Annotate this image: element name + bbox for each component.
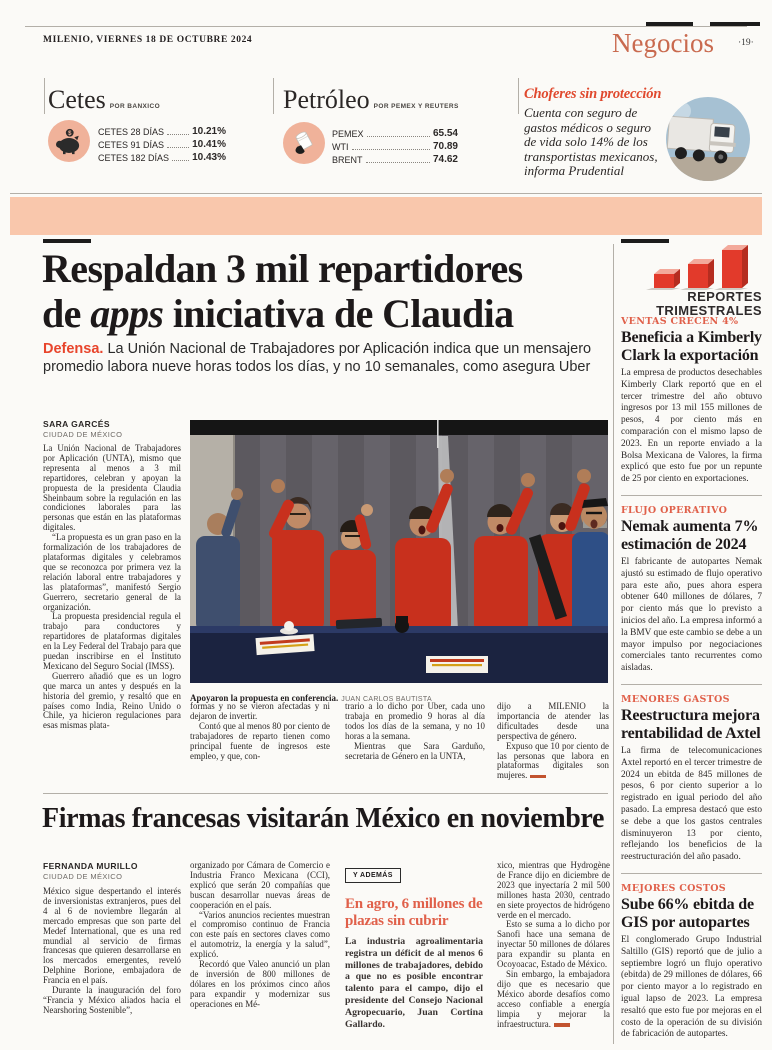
- market-row: BRENT 74.62: [332, 154, 458, 165]
- page-number: ·19·: [738, 38, 754, 48]
- top-rule-dash: [710, 22, 760, 26]
- rail-rule: [621, 495, 762, 496]
- rail-rule: [621, 873, 762, 874]
- main-col-3: trario a lo dicho por Uber, cada uno trabaja en promedio 9 horas al día todos los días de la semana, y no 10 horas a la semana. Mientras que Sara Garduño, secretaria de Género en la UNTA,: [345, 701, 485, 761]
- petroleo-source: POR PEMEX Y REUTERS: [373, 103, 459, 110]
- oil-barrel-icon: [283, 122, 325, 164]
- rail-section-4: MEJORES COSTOS Sube 66% ebitda de GIS por autopartes El conglomerado Grupo Industrial Saltillo (GIS) reportó que de julio a septiembre logró un flujo operativo (ebitda) de 29 millones de dólares, 66 por ciento mayor a lo registrado en igual lapso de 2023. La empresa resaltó que esto fue por mejoras en el costo de la operación de su división de fabricación de autopartes.: [621, 883, 762, 1040]
- market-row: CETES 91 DÍAS 10.41%: [98, 139, 226, 150]
- svg-text:$: $: [68, 131, 72, 137]
- masthead-date: MILENIO, VIERNES 18 DE OCTUBRE 2024: [43, 35, 253, 45]
- deck-kicker: Defensa.: [43, 341, 104, 357]
- second-headline: Firmas francesas visitarán México en noviembre: [42, 803, 604, 834]
- rail-section-3: MENORES GASTOS Reestructura mejora rentabilidad de Axtel La firma de telecomunicaciones Axtel reportó en el tercer trimestre de 2024 un ebitda de 845 millones de pesos, 6 por ciento superior a lo registrado en igual periodo del año pasado. La empresa destacó que esto se debe a que los gastos centrales disminuyeron 13 por ciento, reflejando los beneficios de la reestructuración del año pasado.: [621, 694, 762, 863]
- rail-brand-line2: TRIMESTRALES: [656, 302, 762, 318]
- rail-section-2: FLUJO OPERATIVO Nemak aumenta 7% estimación de 2024 El fabricante de autopartes Nemak ajustó su estimado de flujo operativo para este año, pues ahora espera obtener 640 millones de dólares, 7 por ciento más que lo previsto a inicios del año. La empresa informó a la BMV que este cambio se debe a un mayor impulso por negociaciones comerciales tanto recurrentes como aisladas.: [621, 505, 762, 674]
- brief-title: Choferes sin protección: [524, 86, 662, 102]
- article-end-mark: [554, 1023, 570, 1027]
- masthead-rule: [25, 26, 747, 27]
- main-deck: [43, 341, 603, 376]
- market-row: PEMEX 65.54: [332, 128, 458, 139]
- deck-text: La Unión Nacional de Trabajadores por Aplicación indica que un mensajero promedio labora nueve horas todos los días, y no 10 semanales, como asegura Uber: [43, 341, 592, 375]
- photo-caption: Apoyaron la propuesta en conferencia. JUAN CARLOS BAUTISTA: [190, 693, 432, 703]
- second-col-2: organizado por Cámara de Comercio e Industria Franco Mexicana (CCI), explicó que serán 20 compañías que buscan desarrollar nuevas áreas de cooperación en el país. “Varios anuncios recientes muestran el compromiso continuo de Francia con este país en sectores claves como el automotriz, la energía y la salud”, explicó. Recordó que Valeo anunció un plan de inversión de 800 millones de dólares en los próximos cinco años para expandir y modernizar sus operaciones en Mé-: [190, 860, 330, 1009]
- sidebar-title: En agro, 6 millones de plazas sin cubrir: [345, 896, 483, 929]
- sidebar-body: La industria agroalimentaria registra un déficit de al menos 6 millones de trabajadores, debido a que no es posible encontrar talento para el campo, dijo el presidente del Consejo Nacional Agropecuario, Juan Cortina Gallardo.: [345, 936, 483, 1030]
- column-marker-dash: [621, 239, 669, 243]
- rail-brand-line1: REPORTES: [687, 289, 762, 304]
- market-row: CETES 28 DÍAS 10.21%: [98, 126, 226, 137]
- rail-brand-block: [638, 244, 762, 317]
- rail-section-1: VENTAS CRECEN 4% Beneficia a Kimberly Clark la exportación La empresa de productos desechables Kimberly Clark reportó que en el tercer trimestre del año obtuvo ingresos por 13 mil 155 millones de pesos, 4 por ciento más en comparación con el mismo lapso de 2023. En un reporte enviado a la Bolsa Mexicana de Valores, la firma explicó que esto fue por un repunte de 25 por ciento en exportaciones.: [621, 316, 762, 485]
- rail-divider: [613, 244, 614, 1044]
- top-rule-dash: [646, 22, 693, 26]
- bar-chart-icon: [646, 244, 754, 290]
- market-row: CETES 182 DÍAS 10.43%: [98, 152, 226, 163]
- second-col-4: xico, mientras que Hydrogène de France dijo en diciembre de 2023 que inyectaría 2 mil 500 millones hasta 2030, centrado en siete proyectos de hidrógeno verde en el mercado. Esto se suma a lo dicho por Sanofi hace una semana de inyectar 50 millones de dólares para expandir su planta en Ocoyoacac, Estado de México. Sin embargo, la embajadora dijo que es necesario que México aborde desafíos como acceso confiable a energía limpia y mejorar la infraestructura.: [497, 860, 610, 1029]
- article-end-mark: [530, 775, 546, 779]
- main-byline: SARA GARCÉS CIUDAD DE MÉXICO: [43, 419, 123, 439]
- market-row: WTI 70.89: [332, 141, 458, 152]
- sidebar-label-box: Y ADEMÁS: [345, 864, 401, 883]
- main-col-2: formas y no se vieron afectadas y ni dejaron de invertir. Contó que al menos 80 por ciento de trabajadores de reparto tienen como principal fuente de ingresos este empleo, y que, con-: [190, 701, 330, 761]
- petroleo-block: [283, 85, 459, 115]
- petroleo-rows: [332, 128, 458, 165]
- column-tick: [518, 78, 519, 114]
- petroleo-title: Petróleo: [283, 85, 370, 114]
- main-headline-line1: Respaldan 3 mil repartidores: [42, 246, 523, 291]
- cetes-rows: [98, 126, 226, 163]
- conference-photo: [190, 420, 608, 683]
- column-marker-dash: [43, 239, 91, 243]
- second-byline: FERNANDA MURILLO CIUDAD DE MÉXICO: [43, 861, 138, 881]
- main-col-1: La Unión Nacional de Trabajadores por Aplicación (UNTA), mismo que representa al menos a 3 mil repartidores, celebran y apoyan la propuesta de la presidenta Claudia Sheinbaum sobre la regulación en las condiciones laborales para las personas que están en las plataformas digitales. “La propuesta es un gran paso en la formalización de los trabajadores de plataformas digitales y celebramos que se reconozca por primera vez la relación laboral entre trabajadores y las plataformas”, manifestó Sergio Guerrero, secretario general de la organización. La propuesta presidencial regula el trabajo para conductores y repartidores de plataformas digitales en la Ley Federal del Trabajo para que puedan inscribirse en el Instituto Mexicano del Seguro Social (IMSS). Guerrero añadió que es un logro que marca un antes y después en la historia del gremio, y resaltó que en países como India, Reino Unido o Chile, ya hicieron regulaciones para esas mismas plata-: [43, 443, 181, 731]
- section-band: [10, 197, 762, 235]
- rail-rule: [621, 684, 762, 685]
- column-tick: [273, 78, 274, 114]
- cetes-block: [48, 85, 160, 115]
- main-headline-line2: de apps iniciativa de Claudia: [42, 291, 514, 336]
- main-headline: [42, 246, 617, 336]
- main-col-4: dijo a MILENIO la importancia de atender las dificultades desde una perspectiva de género. Expuso que 10 por ciento de las personas que labora en plataformas digitales son mujeres.: [497, 701, 609, 781]
- headline-italic-word: apps: [90, 291, 164, 336]
- piggy-bank-icon: [48, 120, 90, 162]
- second-col-1: México sigue despertando el interés de inversionistas extranjeros, pues del 4 al 6 de noviembre llegarán al mercado empresas que son parte del Medef International, que es una red mundial al servicio de firmas francesas que quieren desarrollarse en los mercados emergentes, reveló Delphine Borione, embajadora de Francia en el país. Durante la inauguración del foro “Francia y México aliados hacia el Nearshoring Sostenible”,: [43, 886, 181, 1015]
- band-rule: [10, 193, 762, 194]
- section-title: Negocios: [612, 28, 714, 58]
- article-divider: [43, 793, 608, 794]
- column-tick: [44, 78, 45, 114]
- cetes-title: Cetes: [48, 85, 106, 114]
- truck-photo: [666, 97, 750, 181]
- brief-body: Cuenta con seguro de gastos médicos o seguro de vida solo 14% de los transportistas mexicanos, informa Prudential: [524, 105, 658, 179]
- cetes-source: POR BANXICO: [109, 103, 161, 110]
- photo-credit: JUAN CARLOS BAUTISTA: [341, 696, 432, 703]
